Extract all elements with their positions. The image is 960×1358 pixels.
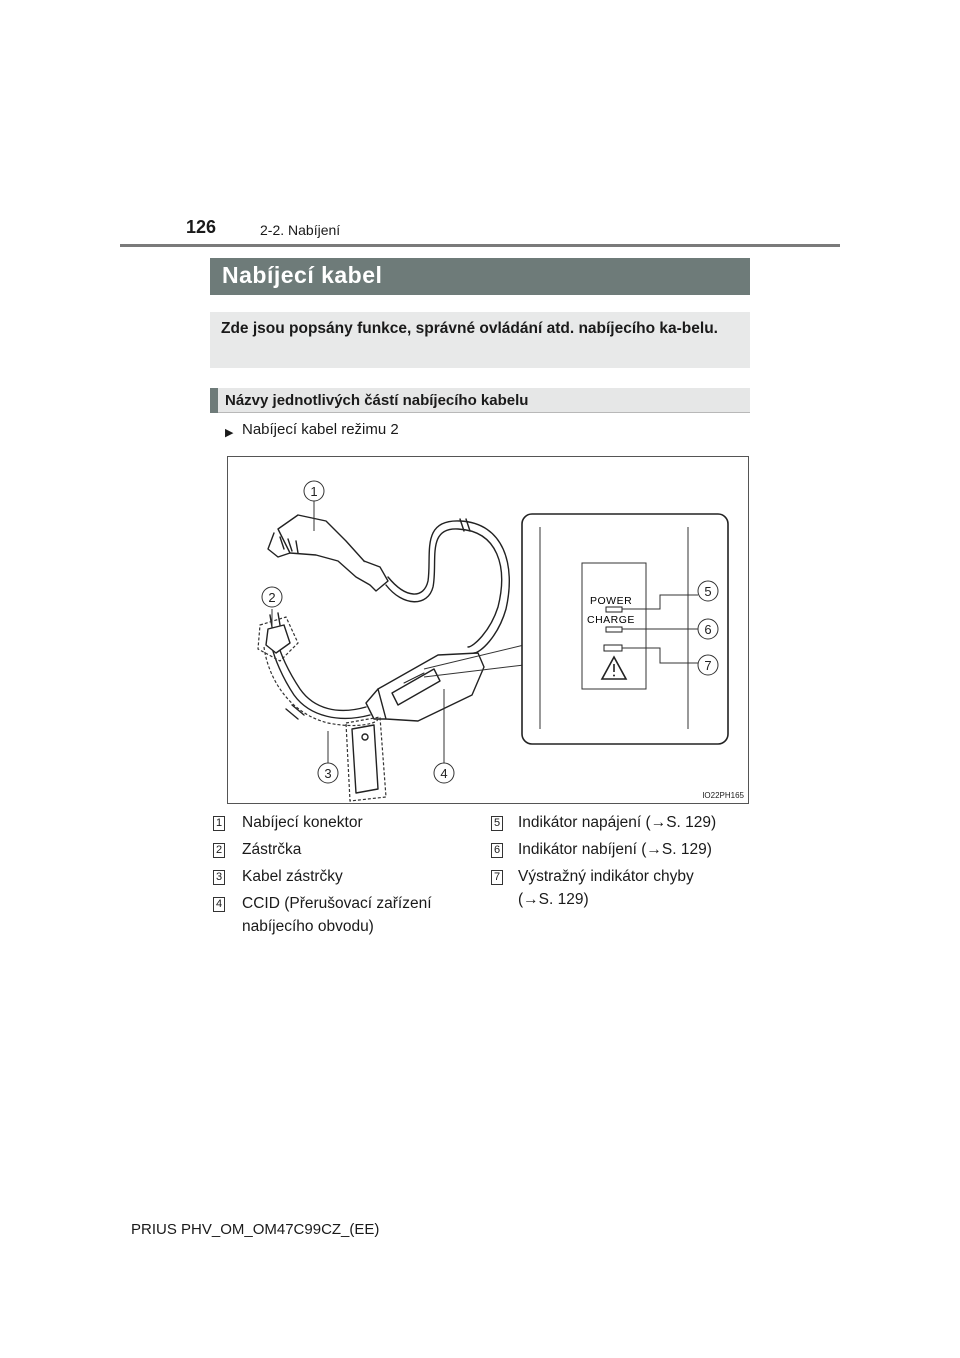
legend-num-4: 4 <box>213 897 225 912</box>
subheading: Názvy jednotlivých částí nabíjecího kabelu <box>225 392 529 409</box>
page-number: 126 <box>186 217 217 237</box>
callout-5: 5 <box>704 584 712 599</box>
legend-num-3: 3 <box>213 870 225 885</box>
page-title: Nabíjecí kabel <box>222 262 383 288</box>
legend-text-1: Nabíjecí konektor <box>242 814 363 831</box>
legend-num-6: 6 <box>491 843 503 858</box>
triangle-bullet-icon: ▶ <box>225 427 234 439</box>
legend-num-5: 5 <box>491 816 503 831</box>
charge-label: CHARGE <box>587 614 635 626</box>
figure-code: IO22PH165 <box>702 791 744 800</box>
legend-text-3: Kabel zástrčky <box>242 868 343 885</box>
footer-code: PRIUS PHV_OM_OM47C99CZ_(EE) <box>131 1221 380 1238</box>
header-rule <box>120 244 840 247</box>
legend-text-7: Výstražný indikátor chyby <box>518 868 694 885</box>
callout-2: 2 <box>268 590 276 605</box>
mode-label: Nabíjecí kabel režimu 2 <box>242 421 399 438</box>
legend-text-6: Indikátor nabíjení (→S. 129) <box>518 841 712 858</box>
legend-text-4b: nabíjecího obvodu) <box>242 918 374 935</box>
callout-3: 3 <box>324 766 332 781</box>
cable-figure <box>227 456 749 804</box>
callout-7: 7 <box>704 658 712 673</box>
legend-text-2: Zástrčka <box>242 841 302 858</box>
section-title: 2-2. Nabíjení <box>260 222 341 238</box>
legend-text-7b: (→S. 129) <box>518 891 589 908</box>
callout-1: 1 <box>310 484 318 499</box>
power-label: POWER <box>590 595 633 607</box>
legend-num-7: 7 <box>491 870 503 885</box>
callout-6: 6 <box>704 622 712 637</box>
legend-text-5: Indikátor napájení (→S. 129) <box>518 814 717 831</box>
legend-text-4: CCID (Přerušovací zařízení <box>242 895 432 912</box>
intro-text: Zde jsou popsány funkce, správné ovládání atd. nabíjecího ka-belu. <box>221 320 718 337</box>
callout-4: 4 <box>440 766 448 781</box>
subheading-marker <box>210 388 218 413</box>
cable-illustration <box>228 457 748 803</box>
legend-num-2: 2 <box>213 843 225 858</box>
legend-num-1: 1 <box>213 816 225 831</box>
